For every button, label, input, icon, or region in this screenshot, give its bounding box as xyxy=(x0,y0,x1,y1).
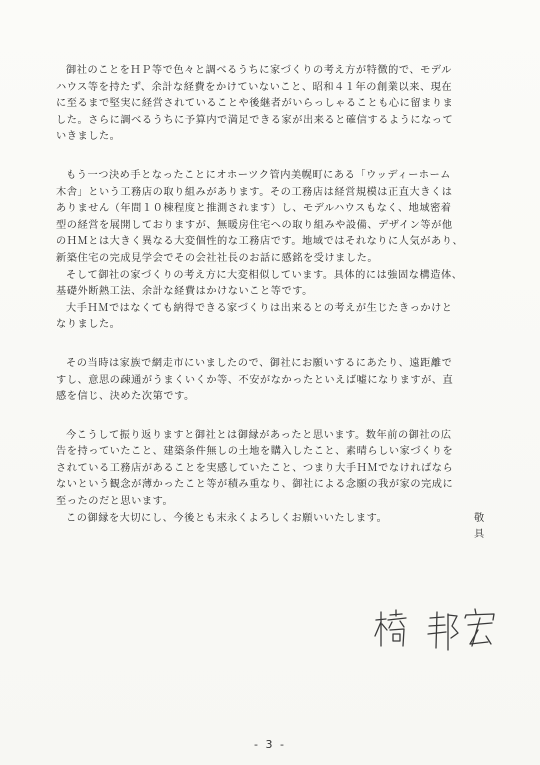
text-line: その当時は家族で網走市にいましたので、御社にお願いするにあたり、遠距離で xyxy=(66,357,453,369)
text-line: されている工務店があることを実感していたこと、つまり大手ＨＭでなければなら xyxy=(56,462,454,474)
text-line: 木舎」という工務店の取り組みがあります。その工務店は経営規模は正直大きくは xyxy=(56,186,453,198)
text-line: 基礎外断熱工法、余計な経費はかけないこと等です。 xyxy=(56,286,313,298)
text-line: 感を信じ、決めた次第です。 xyxy=(56,391,195,403)
text-line: 大手ＨＭではなくても納得できる家づくりは出来るとの考えが生じたきっかけと xyxy=(66,302,453,314)
text-line: 告を持っていたこと、建築条件無しの土地を購入したこと、素晴らしい家づくりを xyxy=(56,446,454,458)
paragraph-6 xyxy=(56,428,496,511)
text-line: 今こうして振り返りますと御社とは御縁があったと思います。数年前の御社の広 xyxy=(66,429,452,441)
text-line: ないという観念が薄かったこと等が積み重なり、御社による念願の我が家の完成に xyxy=(56,479,454,491)
text-line: もう一つ決め手となったことにオホーツク管内美幌町にある「ウッディーホーム xyxy=(66,169,452,181)
text-line: すし、意思の疎通がうまくいくか等、不安がなかったといえば嘘になりますが、直 xyxy=(56,374,454,386)
text-line: のＨＭとは大きく異なる大変個性的な工務店です。地域ではそれなりに人気があり、 xyxy=(56,236,464,248)
text-line: に至るまで堅実に経営されていることや後継者がいらっしゃることも心に留まりま xyxy=(56,98,454,110)
text-line: 型の経営を展開しておりますが、無暖房住宅への取り組みや設備、デザイン等が他 xyxy=(56,219,453,231)
letter-body xyxy=(56,63,496,541)
text-line: 新築住宅の完成見学会でその会社社長のお話に感銘を受けました。 xyxy=(56,252,379,264)
paragraph-2 xyxy=(56,168,496,268)
text-line: 御社のことをＨＰ等で色々と調べるうちに家づくりの考え方が特徴的で、モデル xyxy=(66,65,452,76)
paragraph-4 xyxy=(56,301,496,334)
text-line: そして御社の家づくりの考え方に大変相似しています。具体的には強固な構造体、 xyxy=(66,269,463,281)
paragraph-7 xyxy=(56,511,496,541)
closing-keigu: 敬具 xyxy=(474,512,486,541)
paragraph-3 xyxy=(56,268,496,301)
text-line: 至ったのだと思います。 xyxy=(56,496,174,508)
text-line: した。さらに調べるうちに予算内で満足できる家が出来ると確信するようになって xyxy=(56,114,454,126)
text-line: この御縁を大切にし、今後とも末永くよろしくお願いいたします。 xyxy=(66,512,388,524)
paragraph-1 xyxy=(56,63,496,146)
page-number: - 3 - xyxy=(254,738,286,751)
text-line: なりました。 xyxy=(56,319,121,331)
text-line: ありません（年間１０棟程度と推測されます）し、モデルハウスもなく、地域密着 xyxy=(56,203,452,215)
text-line: いきました。 xyxy=(56,131,121,143)
handwritten-signature xyxy=(372,606,502,654)
text-line: ハウス等を持たず、余計な経費をかけていないこと、昭和４１年の創業以来、現在 xyxy=(56,81,453,93)
paragraph-5 xyxy=(56,356,496,406)
